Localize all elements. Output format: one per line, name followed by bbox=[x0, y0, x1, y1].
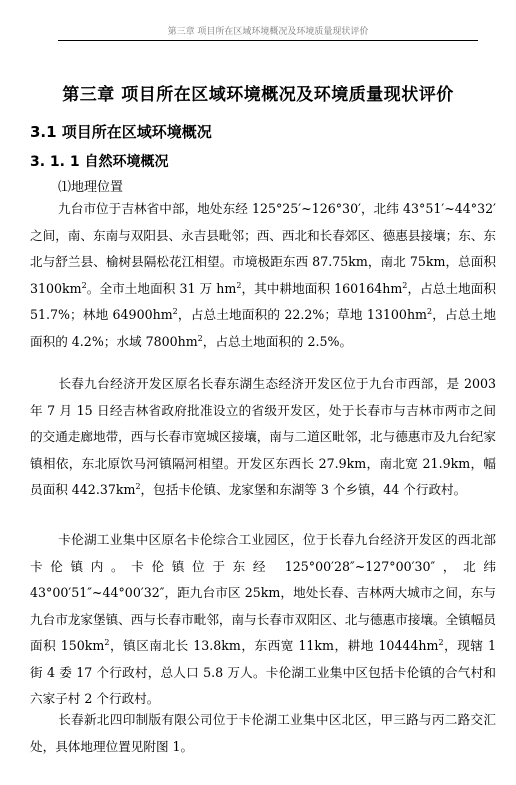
text-run: ，占总土地面积 51.7%；林地 64900hm bbox=[30, 280, 496, 322]
superscript: 2 bbox=[438, 637, 444, 647]
text-run: ，包括卡伦镇、龙家堡和东湖等 3 个乡镇，44 个行政村。 bbox=[140, 482, 467, 497]
superscript: 2 bbox=[104, 637, 110, 647]
running-header bbox=[58, 26, 478, 41]
text-run: 长春新北四印制版有限公司位于卡伦湖工业集中区北区，甲三路与丙二路交汇处，具体地理位置见附图 1。 bbox=[30, 712, 496, 754]
text-run: 卡伦湖工业集中区原名卡伦综合工业园区，位于长春九台经济开发区的西北部卡伦镇内。卡伦镇位于东经 125°00′28″~127°00′30″，北纬 43°00′51″~44°00′32″，距九台市区 25km，地处长春、吉林两大城市之间，东与九台市龙家堡镇、西与长春市毗邻，南与长春市双阳区、北与德惠市接壤。全镇幅员面积 150km bbox=[30, 532, 496, 653]
item-label: ⑴地理位置 bbox=[58, 180, 124, 195]
text-run: 九台市位于吉林省中部，地处东经 125°25′~126°30′，北纬 43°51′~44°32′之间，南、东南与双阳县、永吉县毗邻；西、西北和长春郊区、德惠县接壤；东、东北与舒兰县、榆树县隔松花江相望。市境极距东西 87.75km，南北 75km，总面积 3100km bbox=[30, 201, 496, 296]
superscript: 2 bbox=[135, 481, 141, 491]
text-run: ，占总土地面积的 4.2%；水域 7800hm bbox=[30, 307, 496, 349]
text-run: 。全市土地面积 31 万 hm bbox=[86, 280, 237, 296]
paragraph-development-zone bbox=[30, 371, 496, 504]
running-header-title: 第三章 项目所在区域环境概况及环境质量现状评价 bbox=[167, 27, 369, 37]
text-run: 长春九台经济开发区原名长春东湖生态经济开发区位于九台市西部，是 2003 年 7 月 15 日经吉林省政府批准设立的省级开发区，处于长春市与吉林市两市之间的交通走廊地带，西与长春市宽城区接壤，南与二道区毗邻，北与德惠市及九台纪家镇相依，东北原饮马河镇隔河相望。开发区东西长 27.9km，南北宽 21.9km，幅员面积 442.37km bbox=[30, 376, 496, 497]
section-heading: 3.1 项目所在区域环境概况 bbox=[30, 123, 212, 141]
paragraph-geography bbox=[30, 196, 496, 355]
text-run: ，现辖 1 街 4 委 17 个行政村，总人口 5.8 万人。卡伦湖工业集中区包括卡伦镇的合气村和六家子村 2 个行政村。 bbox=[30, 638, 496, 706]
superscript: 2 bbox=[402, 280, 408, 290]
paragraph-industrial-zone bbox=[30, 527, 496, 713]
text-run: ，其中耕地面积 160164hm bbox=[241, 280, 403, 296]
text-run: ，占总土地面积的 2.5%。 bbox=[202, 333, 353, 349]
superscript: 2 bbox=[172, 306, 178, 316]
text-run: ，占总土地面积的 22.2%；草地 13100hm bbox=[177, 307, 427, 322]
superscript: 2 bbox=[81, 280, 87, 290]
superscript: 2 bbox=[236, 280, 242, 290]
subsection-heading: 3. 1. 1 自然环境概况 bbox=[30, 154, 169, 170]
superscript: 2 bbox=[197, 333, 203, 343]
superscript: 2 bbox=[427, 306, 433, 316]
chapter-title: 第三章 项目所在区域环境概况及环境质量现状评价 bbox=[62, 85, 454, 105]
paragraph-company-location bbox=[30, 707, 496, 760]
text-run: ，镇区南北长 13.8km，东西宽 11km，耕地 10444hm bbox=[109, 638, 439, 653]
